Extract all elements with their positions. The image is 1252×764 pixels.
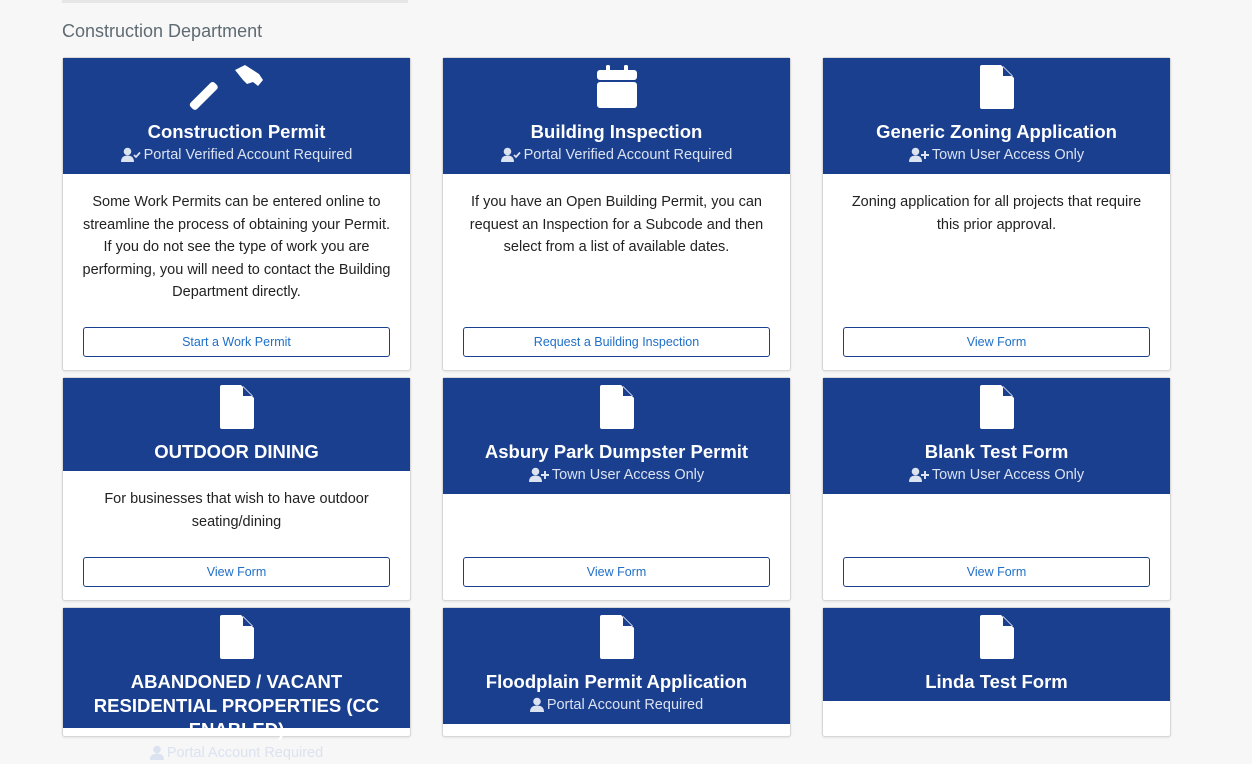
card-header bbox=[443, 58, 790, 174]
card-linda-test-form bbox=[822, 607, 1171, 737]
access-label: Portal Account Required bbox=[166, 745, 324, 761]
user-icon bbox=[150, 745, 164, 761]
card-title: OUTDOOR DINING bbox=[154, 441, 319, 462]
card-outdoor-dining bbox=[62, 377, 411, 601]
file-icon bbox=[443, 614, 790, 660]
view-form-button[interactable]: View Form bbox=[463, 557, 770, 587]
card-header bbox=[823, 58, 1170, 174]
card-description: For businesses that wish to have outdoor seating/dining bbox=[104, 491, 369, 530]
user-icon bbox=[530, 697, 544, 713]
card-building-inspection bbox=[442, 57, 791, 371]
card-abandoned-properties bbox=[62, 607, 411, 761]
card-title: Asbury Park Dumpster Permit bbox=[484, 441, 749, 462]
card-access bbox=[63, 742, 410, 764]
file-icon bbox=[823, 614, 1170, 660]
access-label: Portal Verified Account Required bbox=[143, 147, 353, 163]
file-icon bbox=[823, 64, 1170, 110]
access-label: Town User Access Only bbox=[931, 147, 1085, 163]
card-blank-test-form bbox=[822, 377, 1171, 601]
view-form-button[interactable]: View Form bbox=[843, 327, 1150, 357]
card-access bbox=[63, 144, 410, 166]
user-check-icon bbox=[121, 147, 141, 163]
calendar-icon bbox=[443, 64, 790, 110]
card-access bbox=[823, 144, 1170, 166]
card-title: Generic Zoning Application bbox=[876, 121, 1117, 142]
section-title: Construction Department bbox=[62, 21, 263, 41]
access-label: Town User Access Only bbox=[551, 467, 705, 483]
card-description: If you have an Open Building Permit, you can request an Inspection for a Subcode and then select from a list of available dates. bbox=[469, 194, 764, 256]
card-access bbox=[823, 464, 1170, 486]
card-access bbox=[443, 144, 790, 166]
user-plus-icon bbox=[909, 147, 929, 163]
top-divider bbox=[62, 0, 408, 3]
card-title: Floodplain Permit Application bbox=[485, 671, 748, 692]
card-floodplain-permit bbox=[442, 607, 791, 737]
card-title: Blank Test Form bbox=[924, 441, 1069, 462]
view-form-button[interactable]: View Form bbox=[843, 557, 1150, 587]
card-dumpster-permit bbox=[442, 377, 791, 601]
card-header bbox=[63, 378, 410, 471]
user-plus-icon bbox=[909, 467, 929, 483]
card-access bbox=[443, 464, 790, 486]
card-header bbox=[823, 608, 1170, 701]
start-work-permit-button[interactable]: Start a Work Permit bbox=[83, 327, 390, 357]
request-inspection-button[interactable]: Request a Building Inspection bbox=[463, 327, 770, 357]
user-check-icon bbox=[501, 147, 521, 163]
hammer-icon bbox=[63, 64, 410, 110]
user-plus-icon bbox=[529, 467, 549, 483]
card-generic-zoning bbox=[822, 57, 1171, 371]
card-header bbox=[63, 608, 410, 761]
access-label: Portal Account Required bbox=[546, 697, 704, 713]
card-title: Construction Permit bbox=[147, 121, 326, 142]
card-title: ABANDONED / VACANT RESIDENTIAL PROPERTIES (CC ENABLED) bbox=[93, 671, 380, 740]
card-header bbox=[443, 608, 790, 724]
card-access bbox=[443, 694, 790, 716]
card-header bbox=[823, 378, 1170, 494]
card-header bbox=[443, 378, 790, 494]
card-description: Zoning application for all projects that require this prior approval. bbox=[851, 194, 1142, 233]
card-description: Some Work Permits can be entered online to streamline the process of obtaining your Permit. If you do not see the type of work you are performing, you will need to contact the Building Department directly. bbox=[82, 194, 391, 301]
card-title: Building Inspection bbox=[530, 121, 703, 142]
access-label: Town User Access Only bbox=[931, 467, 1085, 483]
file-icon bbox=[63, 614, 410, 660]
file-icon bbox=[823, 384, 1170, 430]
card-construction-permit bbox=[62, 57, 411, 371]
file-icon bbox=[63, 384, 410, 430]
file-icon bbox=[443, 384, 790, 430]
card-header bbox=[63, 58, 410, 174]
card-title: Linda Test Form bbox=[925, 671, 1068, 692]
access-label: Portal Verified Account Required bbox=[523, 147, 733, 163]
view-form-button[interactable]: View Form bbox=[83, 557, 390, 587]
